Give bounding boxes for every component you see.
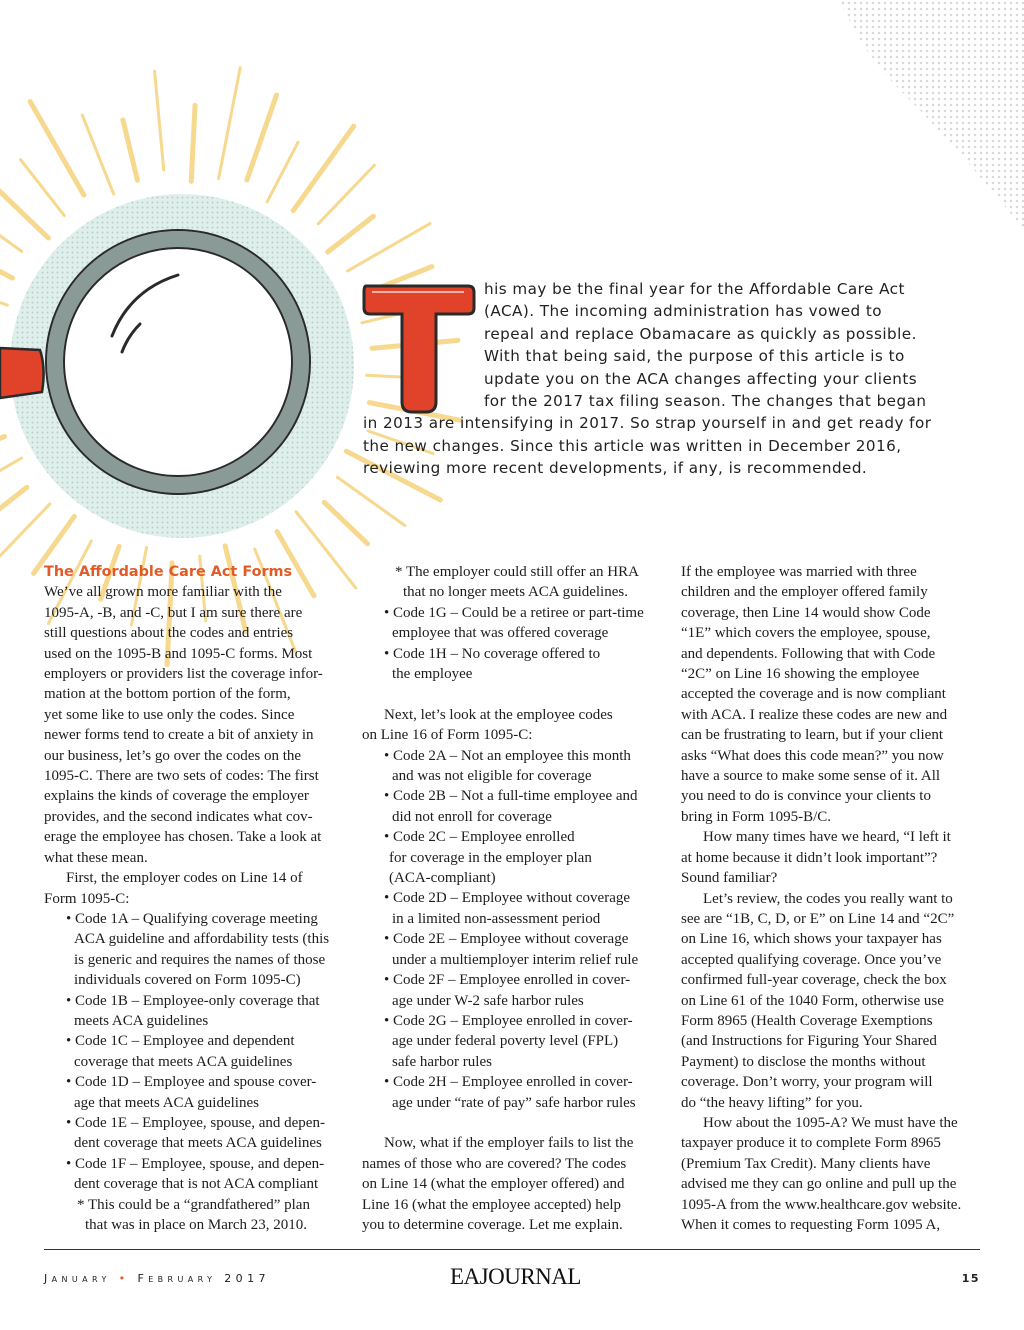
sun-ray — [0, 458, 22, 488]
list-item: • Code 1C – Employee and dependent — [66, 1033, 295, 1050]
text-line: used on the 1095-B and 1095-C forms. Most — [44, 645, 313, 662]
text-line: * The employer could still offer an HRA — [395, 564, 639, 580]
text-line: newer forms tend to create a bit of anxiety in — [44, 727, 314, 744]
text-line: at home because it didn’t look important”? — [681, 849, 938, 866]
intro-line: reviewing more recent developments, if any, is recommended. — [363, 459, 868, 478]
text-line: still questions about the codes and entries — [44, 625, 294, 642]
text-line: 1095-A from the www.healthcare.gov website. — [681, 1196, 962, 1213]
text-line: individuals covered on Form 1095-C) — [74, 972, 301, 989]
sun-ray — [155, 71, 164, 170]
intro-line: his may be the final year for the Affordable Care Act — [484, 280, 905, 298]
text-line: for coverage in the employer plan — [389, 849, 592, 866]
text-line: and was not eligible for coverage — [392, 768, 592, 785]
article-column-1 — [44, 562, 346, 1235]
sun-ray — [219, 68, 241, 179]
sun-ray — [0, 173, 48, 238]
text-line: How about the 1095-A? We must have the — [703, 1114, 958, 1131]
text-line: is generic and requires the names of those — [74, 951, 326, 968]
sun-ray — [0, 241, 12, 278]
text-line: erage the employee has chosen. Take a look at — [44, 829, 322, 846]
text-line: (ACA-compliant) — [389, 870, 496, 887]
text-line: on Line 16, which shows your taxpayer has — [681, 931, 942, 948]
text-line: coverage that meets ACA guidelines — [74, 1053, 293, 1070]
list-item: • Code 2C – Employee enrolled — [384, 829, 575, 846]
text-line: the employee — [392, 666, 473, 683]
list-item: • Code 2G – Employee enrolled in cover- — [384, 1012, 633, 1029]
text-line: age under “rate of pay” safe harbor rules — [392, 1094, 636, 1111]
text-line: can be frustrating to learn, but if your client — [681, 727, 943, 744]
intro-line: With that being said, the purpose of this article is to — [484, 347, 905, 366]
text-line: dent coverage that meets ACA guidelines — [74, 1135, 322, 1152]
text-line: mation at the bottom portion of the form, — [44, 686, 291, 703]
text-line: “1E” which covers the employee, spouse, — [681, 625, 931, 642]
text-line: advised me they can go online and pull up the — [681, 1176, 957, 1193]
issue-month-1: January — [44, 1272, 111, 1285]
intro-line: update you on the ACA changes affecting your clients — [484, 369, 918, 388]
sun-ray — [247, 95, 277, 180]
text-line: employee that was offered coverage — [392, 625, 609, 642]
sun-ray — [0, 218, 22, 251]
text-line: do “the heavy lifting” for you. — [681, 1094, 863, 1111]
text-line: have a source to make some sense of it. All — [681, 768, 941, 785]
text-line: Next, let’s look at the employee codes — [384, 706, 613, 723]
text-line: on Line 16 of Form 1095-C: — [362, 727, 533, 744]
handle — [0, 348, 44, 398]
text-line: did not enroll for coverage — [392, 808, 552, 825]
sun-ray — [267, 142, 298, 201]
ea-journal-logo: EAJOURNAL — [450, 1264, 581, 1289]
text-line: age under W-2 safe harbor rules — [392, 992, 584, 1009]
text-line: accepted qualifying coverage. Once you’ve — [681, 951, 942, 968]
list-item: • Code 2B – Not a full-time employee and — [384, 788, 638, 805]
sun-ray — [328, 216, 374, 252]
text-line: on Line 14 (what the employer offered) and — [362, 1176, 625, 1193]
text-line: Line 16 (what the employee accepted) help — [362, 1196, 622, 1213]
text-line: Sound familiar? — [681, 870, 778, 887]
text-line: our business, let’s go over the codes on the — [44, 747, 302, 764]
text-line: that no longer meets ACA guidelines. — [403, 584, 628, 601]
text-line: coverage, then Line 14 would show Code — [681, 604, 931, 621]
text-line: bring in Form 1095-B/C. — [681, 808, 832, 825]
text-line: accepted the coverage and is now compliant — [681, 686, 946, 703]
issue-date — [44, 1272, 270, 1285]
intro-line: (ACA). The incoming administration has vowed to — [484, 302, 883, 321]
text-line: * This could be a “grandfathered” plan — [77, 1196, 310, 1213]
text-line: age under federal poverty level (FPL) — [392, 1033, 619, 1050]
list-item: • Code 2D – Employee without coverage — [384, 890, 631, 907]
intro-paragraph — [363, 278, 975, 480]
text-line: dent coverage that is not ACA compliant — [74, 1176, 319, 1193]
issue-year: 2017 — [224, 1272, 270, 1285]
sun-ray — [318, 165, 374, 223]
text-line: Payment) to disclose the months without — [681, 1053, 926, 1070]
issue-bullet: • — [118, 1272, 130, 1285]
intro-line: in 2013 are intensifying in 2017. So strap yourself in and get ready for — [363, 414, 932, 433]
text-line: yet some like to use only the codes. Since — [44, 706, 295, 723]
text-line: names of those who are covered? The codes — [362, 1155, 627, 1172]
text-line: Let’s review, the codes you really want to — [703, 890, 953, 907]
text-line: and dependents. Following that with Code — [681, 645, 936, 662]
text-line: How many times have we heard, “I left it — [703, 829, 951, 846]
list-item: • Code 1E – Employee, spouse, and depen- — [66, 1114, 325, 1131]
list-item: • Code 1D – Employee and spouse cover- — [66, 1074, 317, 1091]
text-line: employers or providers list the coverage infor- — [44, 666, 323, 683]
text-line: We’ve all grown more familiar with the — [44, 584, 282, 601]
text-line: explains the kinds of coverage the employer — [44, 788, 309, 805]
list-item: • Code 2H – Employee enrolled in cover- — [384, 1074, 633, 1091]
sun-ray — [191, 105, 195, 181]
text-line: asks “What does this code mean?” you now — [681, 747, 944, 764]
text-line: coverage. Don’t worry, your program will — [681, 1074, 933, 1091]
text-line: provides, and the second indicates what cov- — [44, 808, 313, 825]
section-heading: The Affordable Care Act Forms — [44, 564, 293, 580]
list-item: • Code 2A – Not an employee this month — [384, 747, 631, 764]
text-line: you to determine coverage. Let me explain. — [362, 1216, 623, 1233]
text-line: what these mean. — [44, 849, 148, 866]
list-item: • Code 2F – Employee enrolled in cover- — [384, 972, 631, 989]
text-line: see are “1B, C, D, or E” on Line 14 and “2C” — [681, 910, 955, 927]
drop-cap-letter: T — [260, 178, 261, 179]
text-line: 1095-A, -B, and -C, but I am sure there are — [44, 604, 303, 621]
text-line: age that meets ACA guidelines — [74, 1094, 259, 1111]
text-line: 1095-C. There are two sets of codes: The first — [44, 768, 319, 785]
article-column-2 — [362, 562, 662, 1235]
sun-ray — [123, 120, 137, 180]
sun-ray — [0, 504, 50, 581]
text-line: in a limited non-assessment period — [392, 910, 601, 927]
list-item: • Code 1H – No coverage offered to — [384, 645, 601, 662]
sun-ray — [82, 115, 113, 194]
list-item: • Code 1B – Employee-only coverage that — [66, 992, 320, 1009]
list-item: • Code 2E – Employee without coverage — [384, 931, 629, 948]
list-item: • Code 1F – Employee, spouse, and depen- — [66, 1155, 325, 1172]
sun-ray — [348, 224, 430, 271]
text-line: confirmed full-year coverage, check the box — [681, 972, 947, 989]
text-line: children and the employer offered family — [681, 584, 928, 601]
intro-line: the new changes. Since this article was written in December 2016, — [363, 436, 902, 455]
footer-rule — [44, 1249, 980, 1250]
sun-ray — [337, 477, 404, 525]
intro-line: repeal and replace Obamacare as quickly as possible. — [484, 324, 917, 343]
text-line: you need to do is convince your clients to — [681, 788, 931, 805]
text-line: (and Instructions for Figuring Your Shared — [681, 1033, 937, 1050]
text-line: First, the employer codes on Line 14 of — [66, 870, 303, 887]
text-line: taxpayer produce it to complete Form 8965 — [681, 1135, 941, 1152]
issue-month-2: February — [137, 1272, 217, 1285]
text-line: If the employee was married with three — [681, 564, 917, 580]
page-number: 15 — [961, 1272, 980, 1285]
article-column-3 — [681, 562, 981, 1235]
text-line: on Line 61 of the 1040 Form, otherwise use — [681, 992, 944, 1009]
intro-line: for the 2017 tax filing season. The changes that began — [484, 392, 927, 411]
list-item: • Code 1A – Qualifying coverage meeting — [66, 910, 318, 927]
text-line: Form 8965 (Health Coverage Exemptions — [681, 1012, 933, 1029]
text-line: ACA guideline and affordability tests (this — [74, 931, 330, 948]
text-line: meets ACA guidelines — [74, 1012, 209, 1029]
text-line: “2C” on Line 16 showing the employee — [681, 666, 920, 683]
text-line: that was in place on March 23, 2010. — [85, 1217, 308, 1233]
text-line: with ACA. I realize these codes are new and — [681, 706, 948, 723]
sun-ray — [21, 160, 65, 216]
text-line: Form 1095-C: — [44, 890, 130, 907]
text-line: When it comes to requesting Form 1095 A, — [681, 1217, 941, 1233]
halftone-dots — [840, 0, 1024, 230]
sun-ray — [324, 502, 367, 544]
text-line: Now, what if the employer fails to list the — [384, 1135, 634, 1152]
list-item: • Code 1G – Could be a retiree or part-time — [384, 604, 644, 621]
text-line: safe harbor rules — [392, 1053, 492, 1070]
text-line: under a multiemployer interim relief rule — [392, 951, 639, 968]
text-line: (Premium Tax Credit). Many clients have — [681, 1155, 931, 1172]
